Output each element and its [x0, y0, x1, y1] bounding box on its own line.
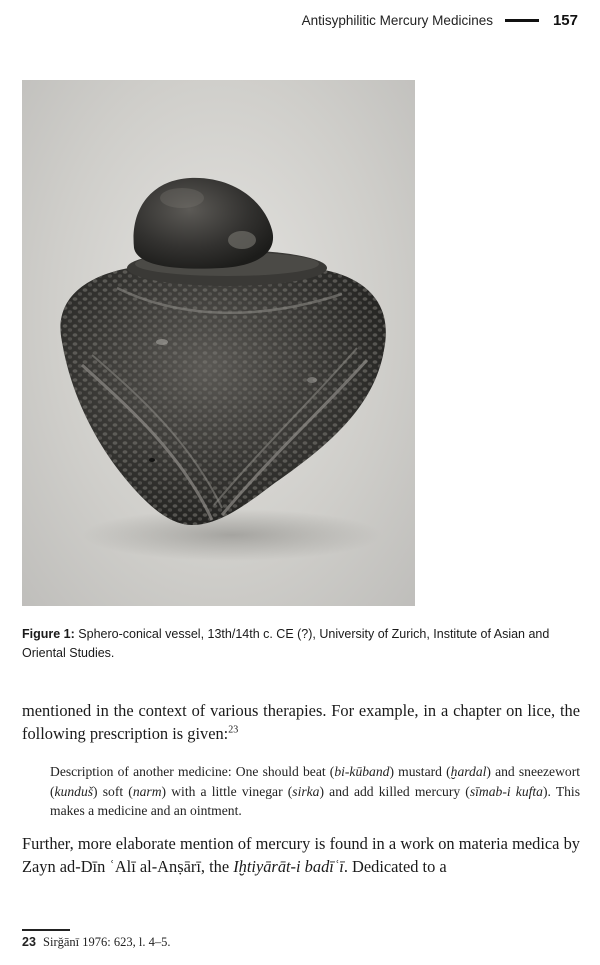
quote-text: ) and sneezewort ( — [50, 764, 581, 799]
quote-text: ) with a little vinegar ( — [161, 783, 293, 799]
page-number: 157 — [552, 12, 578, 29]
paragraph-1 — [22, 700, 580, 745]
footnote-rule — [22, 929, 70, 931]
quote-term: kunduš — [54, 783, 94, 799]
vessel-photo — [22, 80, 415, 606]
quote-term: ḫardal — [450, 764, 487, 779]
quote-text: ) soft ( — [93, 783, 133, 799]
work-title: Iḫtiyārāt-i badīʿī — [233, 856, 344, 876]
paragraph-1-text: mentioned in the context of various therapies. For example, in a chapter on lice, the following prescription is given: — [22, 701, 580, 743]
footnote-reference[interactable]: 23 — [228, 724, 239, 736]
prescription-quote — [50, 762, 580, 821]
figure-caption-text: Sphero-conical vessel, 13th/14th c. CE (?), University of Zurich, Institute of Asian and Oriental Studies. — [22, 627, 550, 660]
quote-text: ) mustard ( — [389, 764, 451, 779]
paragraph-2 — [22, 833, 580, 878]
quote-term: sirka — [292, 783, 320, 799]
quote-text: Description of another medicine: One should beat ( — [50, 764, 335, 779]
paragraph-2-text: Further, more elaborate mention of mercury is found in a work on materia medica by Zayn ad-Dīn ʿAlī al-Anṣārī, the — [22, 834, 580, 876]
figure-photo — [22, 80, 415, 606]
footnote-text: Sirǧānī 1976: 623, l. 4–5. — [43, 935, 171, 949]
footnote-number: 23 — [22, 935, 36, 949]
figure-label: Figure 1: — [22, 627, 75, 641]
quote-term: bi-kūband — [334, 764, 390, 779]
quote-term: sīmab-i kufta — [469, 783, 543, 799]
footnote — [22, 934, 170, 950]
running-title: Antisyphilitic Mercury Medicines — [301, 13, 493, 28]
paragraph-2-text-end: . Dedicated to a — [343, 856, 447, 876]
quote-text: ) and add killed mercury ( — [319, 783, 470, 799]
figure-caption — [22, 625, 582, 663]
quote-text: ). This makes a medicine and an ointment. — [50, 783, 580, 818]
header-rule — [505, 19, 539, 22]
running-head — [0, 12, 578, 29]
quote-term: narm — [132, 783, 162, 799]
